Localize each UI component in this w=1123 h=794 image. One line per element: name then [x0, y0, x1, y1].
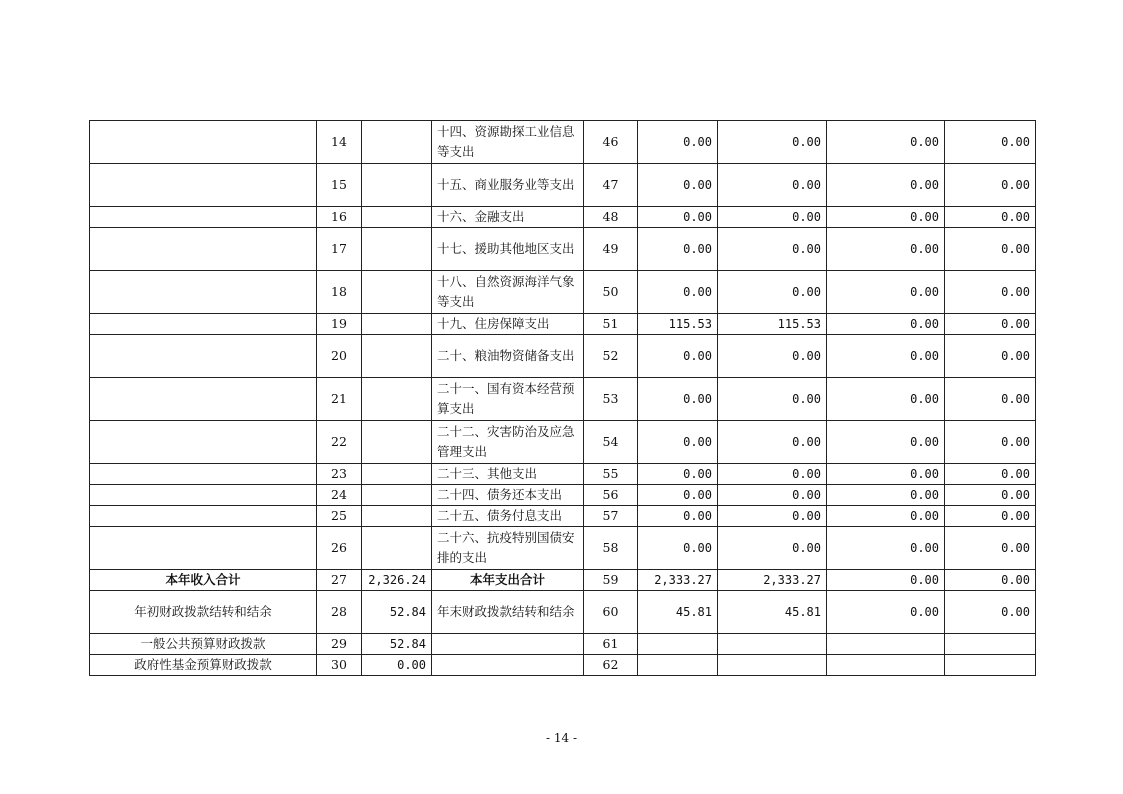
expense-item-cell: 二十四、债务还本支出: [432, 485, 584, 506]
state-capital-cell: 0.00: [945, 314, 1036, 335]
general-budget-cell: 0.00: [718, 121, 827, 164]
income-item-cell: [90, 228, 317, 271]
income-item-cell: [90, 378, 317, 421]
table-row: [90, 464, 1036, 485]
expense-line-cell: 60: [584, 591, 638, 634]
income-item-cell: [90, 464, 317, 485]
income-line-cell: 29: [317, 634, 362, 655]
table-row: [90, 591, 1036, 634]
state-capital-cell: [945, 655, 1036, 676]
income-amount-cell: [362, 164, 432, 207]
expense-total-cell: 0.00: [638, 335, 718, 378]
table-row: [90, 421, 1036, 464]
state-capital-cell: 0.00: [945, 570, 1036, 591]
table-row: [90, 378, 1036, 421]
expense-total-cell: 2,333.27: [638, 570, 718, 591]
general-budget-cell: 0.00: [718, 207, 827, 228]
income-item-cell: 本年收入合计: [90, 570, 317, 591]
income-amount-cell: [362, 314, 432, 335]
income-amount-cell: [362, 421, 432, 464]
expense-total-cell: 45.81: [638, 591, 718, 634]
expense-total-cell: 0.00: [638, 464, 718, 485]
expense-item-cell: [432, 655, 584, 676]
fund-budget-cell: [827, 634, 945, 655]
expense-line-cell: 49: [584, 228, 638, 271]
income-amount-cell: [362, 228, 432, 271]
income-amount-cell: 52.84: [362, 634, 432, 655]
income-line-cell: 14: [317, 121, 362, 164]
expense-item-cell: 十八、自然资源海洋气象等支出: [432, 271, 584, 314]
expense-item-cell: 本年支出合计: [432, 570, 584, 591]
expense-line-cell: 55: [584, 464, 638, 485]
table-row: [90, 506, 1036, 527]
table-row: [90, 570, 1036, 591]
income-amount-cell: [362, 464, 432, 485]
general-budget-cell: 0.00: [718, 506, 827, 527]
expense-item-cell: 十六、金融支出: [432, 207, 584, 228]
expense-line-cell: 52: [584, 335, 638, 378]
income-line-cell: 30: [317, 655, 362, 676]
income-amount-cell: 0.00: [362, 655, 432, 676]
fund-budget-cell: 0.00: [827, 378, 945, 421]
expense-line-cell: 47: [584, 164, 638, 207]
income-line-cell: 17: [317, 228, 362, 271]
state-capital-cell: 0.00: [945, 591, 1036, 634]
income-amount-cell: [362, 207, 432, 228]
fund-budget-cell: 0.00: [827, 121, 945, 164]
state-capital-cell: 0.00: [945, 506, 1036, 527]
expense-item-cell: 二十一、国有资本经营预算支出: [432, 378, 584, 421]
income-amount-cell: [362, 485, 432, 506]
expense-line-cell: 51: [584, 314, 638, 335]
expense-item-cell: 十五、商业服务业等支出: [432, 164, 584, 207]
general-budget-cell: 0.00: [718, 464, 827, 485]
state-capital-cell: 0.00: [945, 228, 1036, 271]
income-item-cell: 一般公共预算财政拨款: [90, 634, 317, 655]
income-item-cell: [90, 485, 317, 506]
state-capital-cell: 0.00: [945, 421, 1036, 464]
fund-budget-cell: 0.00: [827, 164, 945, 207]
page-number: - 14 -: [545, 731, 577, 745]
income-amount-cell: [362, 527, 432, 570]
expense-line-cell: 57: [584, 506, 638, 527]
expense-total-cell: 0.00: [638, 506, 718, 527]
expense-total-cell: 0.00: [638, 271, 718, 314]
income-line-cell: 20: [317, 335, 362, 378]
income-item-cell: [90, 421, 317, 464]
expense-item-cell: 二十三、其他支出: [432, 464, 584, 485]
expense-line-cell: 46: [584, 121, 638, 164]
general-budget-cell: 2,333.27: [718, 570, 827, 591]
expense-total-cell: 0.00: [638, 207, 718, 228]
table-row: [90, 271, 1036, 314]
income-item-cell: [90, 271, 317, 314]
income-item-cell: [90, 121, 317, 164]
table-row: [90, 121, 1036, 164]
income-amount-cell: 2,326.24: [362, 570, 432, 591]
income-line-cell: 19: [317, 314, 362, 335]
expense-line-cell: 53: [584, 378, 638, 421]
fund-budget-cell: 0.00: [827, 591, 945, 634]
income-amount-cell: [362, 506, 432, 527]
fund-budget-cell: 0.00: [827, 485, 945, 506]
income-item-cell: [90, 335, 317, 378]
state-capital-cell: 0.00: [945, 378, 1036, 421]
income-amount-cell: [362, 378, 432, 421]
table-row: [90, 314, 1036, 335]
general-budget-cell: 0.00: [718, 485, 827, 506]
expense-item-cell: 二十二、灾害防治及应急管理支出: [432, 421, 584, 464]
general-budget-cell: 0.00: [718, 271, 827, 314]
fund-budget-cell: 0.00: [827, 314, 945, 335]
fund-budget-cell: 0.00: [827, 570, 945, 591]
income-item-cell: 政府性基金预算财政拨款: [90, 655, 317, 676]
expense-line-cell: 62: [584, 655, 638, 676]
fund-budget-cell: 0.00: [827, 207, 945, 228]
state-capital-cell: 0.00: [945, 271, 1036, 314]
fund-budget-cell: 0.00: [827, 421, 945, 464]
budget-table: [89, 120, 1036, 676]
expense-line-cell: 56: [584, 485, 638, 506]
general-budget-cell: [718, 634, 827, 655]
expense-line-cell: 61: [584, 634, 638, 655]
table-row: [90, 485, 1036, 506]
state-capital-cell: 0.00: [945, 464, 1036, 485]
expense-total-cell: [638, 655, 718, 676]
income-amount-cell: [362, 121, 432, 164]
fund-budget-cell: [827, 655, 945, 676]
income-line-cell: 28: [317, 591, 362, 634]
expense-total-cell: 0.00: [638, 421, 718, 464]
income-item-cell: [90, 527, 317, 570]
income-item-cell: [90, 207, 317, 228]
general-budget-cell: 0.00: [718, 164, 827, 207]
income-line-cell: 15: [317, 164, 362, 207]
fund-budget-cell: 0.00: [827, 527, 945, 570]
income-line-cell: 18: [317, 271, 362, 314]
expense-line-cell: 54: [584, 421, 638, 464]
expense-item-cell: 二十五、债务付息支出: [432, 506, 584, 527]
general-budget-cell: 0.00: [718, 378, 827, 421]
expense-item-cell: 十九、住房保障支出: [432, 314, 584, 335]
general-budget-cell: [718, 655, 827, 676]
expense-item-cell: 年末财政拨款结转和结余: [432, 591, 584, 634]
table-body: [90, 121, 1036, 676]
income-line-cell: 16: [317, 207, 362, 228]
state-capital-cell: 0.00: [945, 121, 1036, 164]
general-budget-cell: 0.00: [718, 335, 827, 378]
income-line-cell: 24: [317, 485, 362, 506]
fund-budget-cell: 0.00: [827, 464, 945, 485]
state-capital-cell: 0.00: [945, 527, 1036, 570]
table-row: [90, 634, 1036, 655]
income-line-cell: 23: [317, 464, 362, 485]
expense-item-cell: 十七、援助其他地区支出: [432, 228, 584, 271]
income-amount-cell: [362, 335, 432, 378]
general-budget-cell: 115.53: [718, 314, 827, 335]
expense-total-cell: [638, 634, 718, 655]
expense-total-cell: 0.00: [638, 121, 718, 164]
income-item-cell: [90, 314, 317, 335]
income-line-cell: 21: [317, 378, 362, 421]
expense-line-cell: 48: [584, 207, 638, 228]
expense-total-cell: 0.00: [638, 378, 718, 421]
table-row: [90, 207, 1036, 228]
income-line-cell: 26: [317, 527, 362, 570]
general-budget-cell: 45.81: [718, 591, 827, 634]
table-row: [90, 527, 1036, 570]
income-line-cell: 27: [317, 570, 362, 591]
state-capital-cell: 0.00: [945, 164, 1036, 207]
fund-budget-cell: 0.00: [827, 271, 945, 314]
table-row: [90, 335, 1036, 378]
general-budget-cell: 0.00: [718, 527, 827, 570]
expense-total-cell: 0.00: [638, 527, 718, 570]
income-item-cell: [90, 164, 317, 207]
state-capital-cell: 0.00: [945, 207, 1036, 228]
expense-item-cell: [432, 634, 584, 655]
expense-total-cell: 0.00: [638, 228, 718, 271]
general-budget-cell: 0.00: [718, 421, 827, 464]
fund-budget-cell: 0.00: [827, 228, 945, 271]
income-amount-cell: 52.84: [362, 591, 432, 634]
state-capital-cell: 0.00: [945, 485, 1036, 506]
table-row: [90, 164, 1036, 207]
expense-total-cell: 115.53: [638, 314, 718, 335]
income-line-cell: 25: [317, 506, 362, 527]
expense-item-cell: 十四、资源勘探工业信息等支出: [432, 121, 584, 164]
expense-total-cell: 0.00: [638, 164, 718, 207]
income-amount-cell: [362, 271, 432, 314]
fund-budget-cell: 0.00: [827, 335, 945, 378]
state-capital-cell: 0.00: [945, 335, 1036, 378]
table-row: [90, 228, 1036, 271]
general-budget-cell: 0.00: [718, 228, 827, 271]
income-item-cell: 年初财政拨款结转和结余: [90, 591, 317, 634]
expense-line-cell: 59: [584, 570, 638, 591]
table-row: [90, 655, 1036, 676]
expense-line-cell: 50: [584, 271, 638, 314]
expense-line-cell: 58: [584, 527, 638, 570]
income-item-cell: [90, 506, 317, 527]
expense-item-cell: 二十、粮油物资储备支出: [432, 335, 584, 378]
expense-item-cell: 二十六、抗疫特别国债安排的支出: [432, 527, 584, 570]
state-capital-cell: [945, 634, 1036, 655]
fund-budget-cell: 0.00: [827, 506, 945, 527]
income-line-cell: 22: [317, 421, 362, 464]
expense-total-cell: 0.00: [638, 485, 718, 506]
